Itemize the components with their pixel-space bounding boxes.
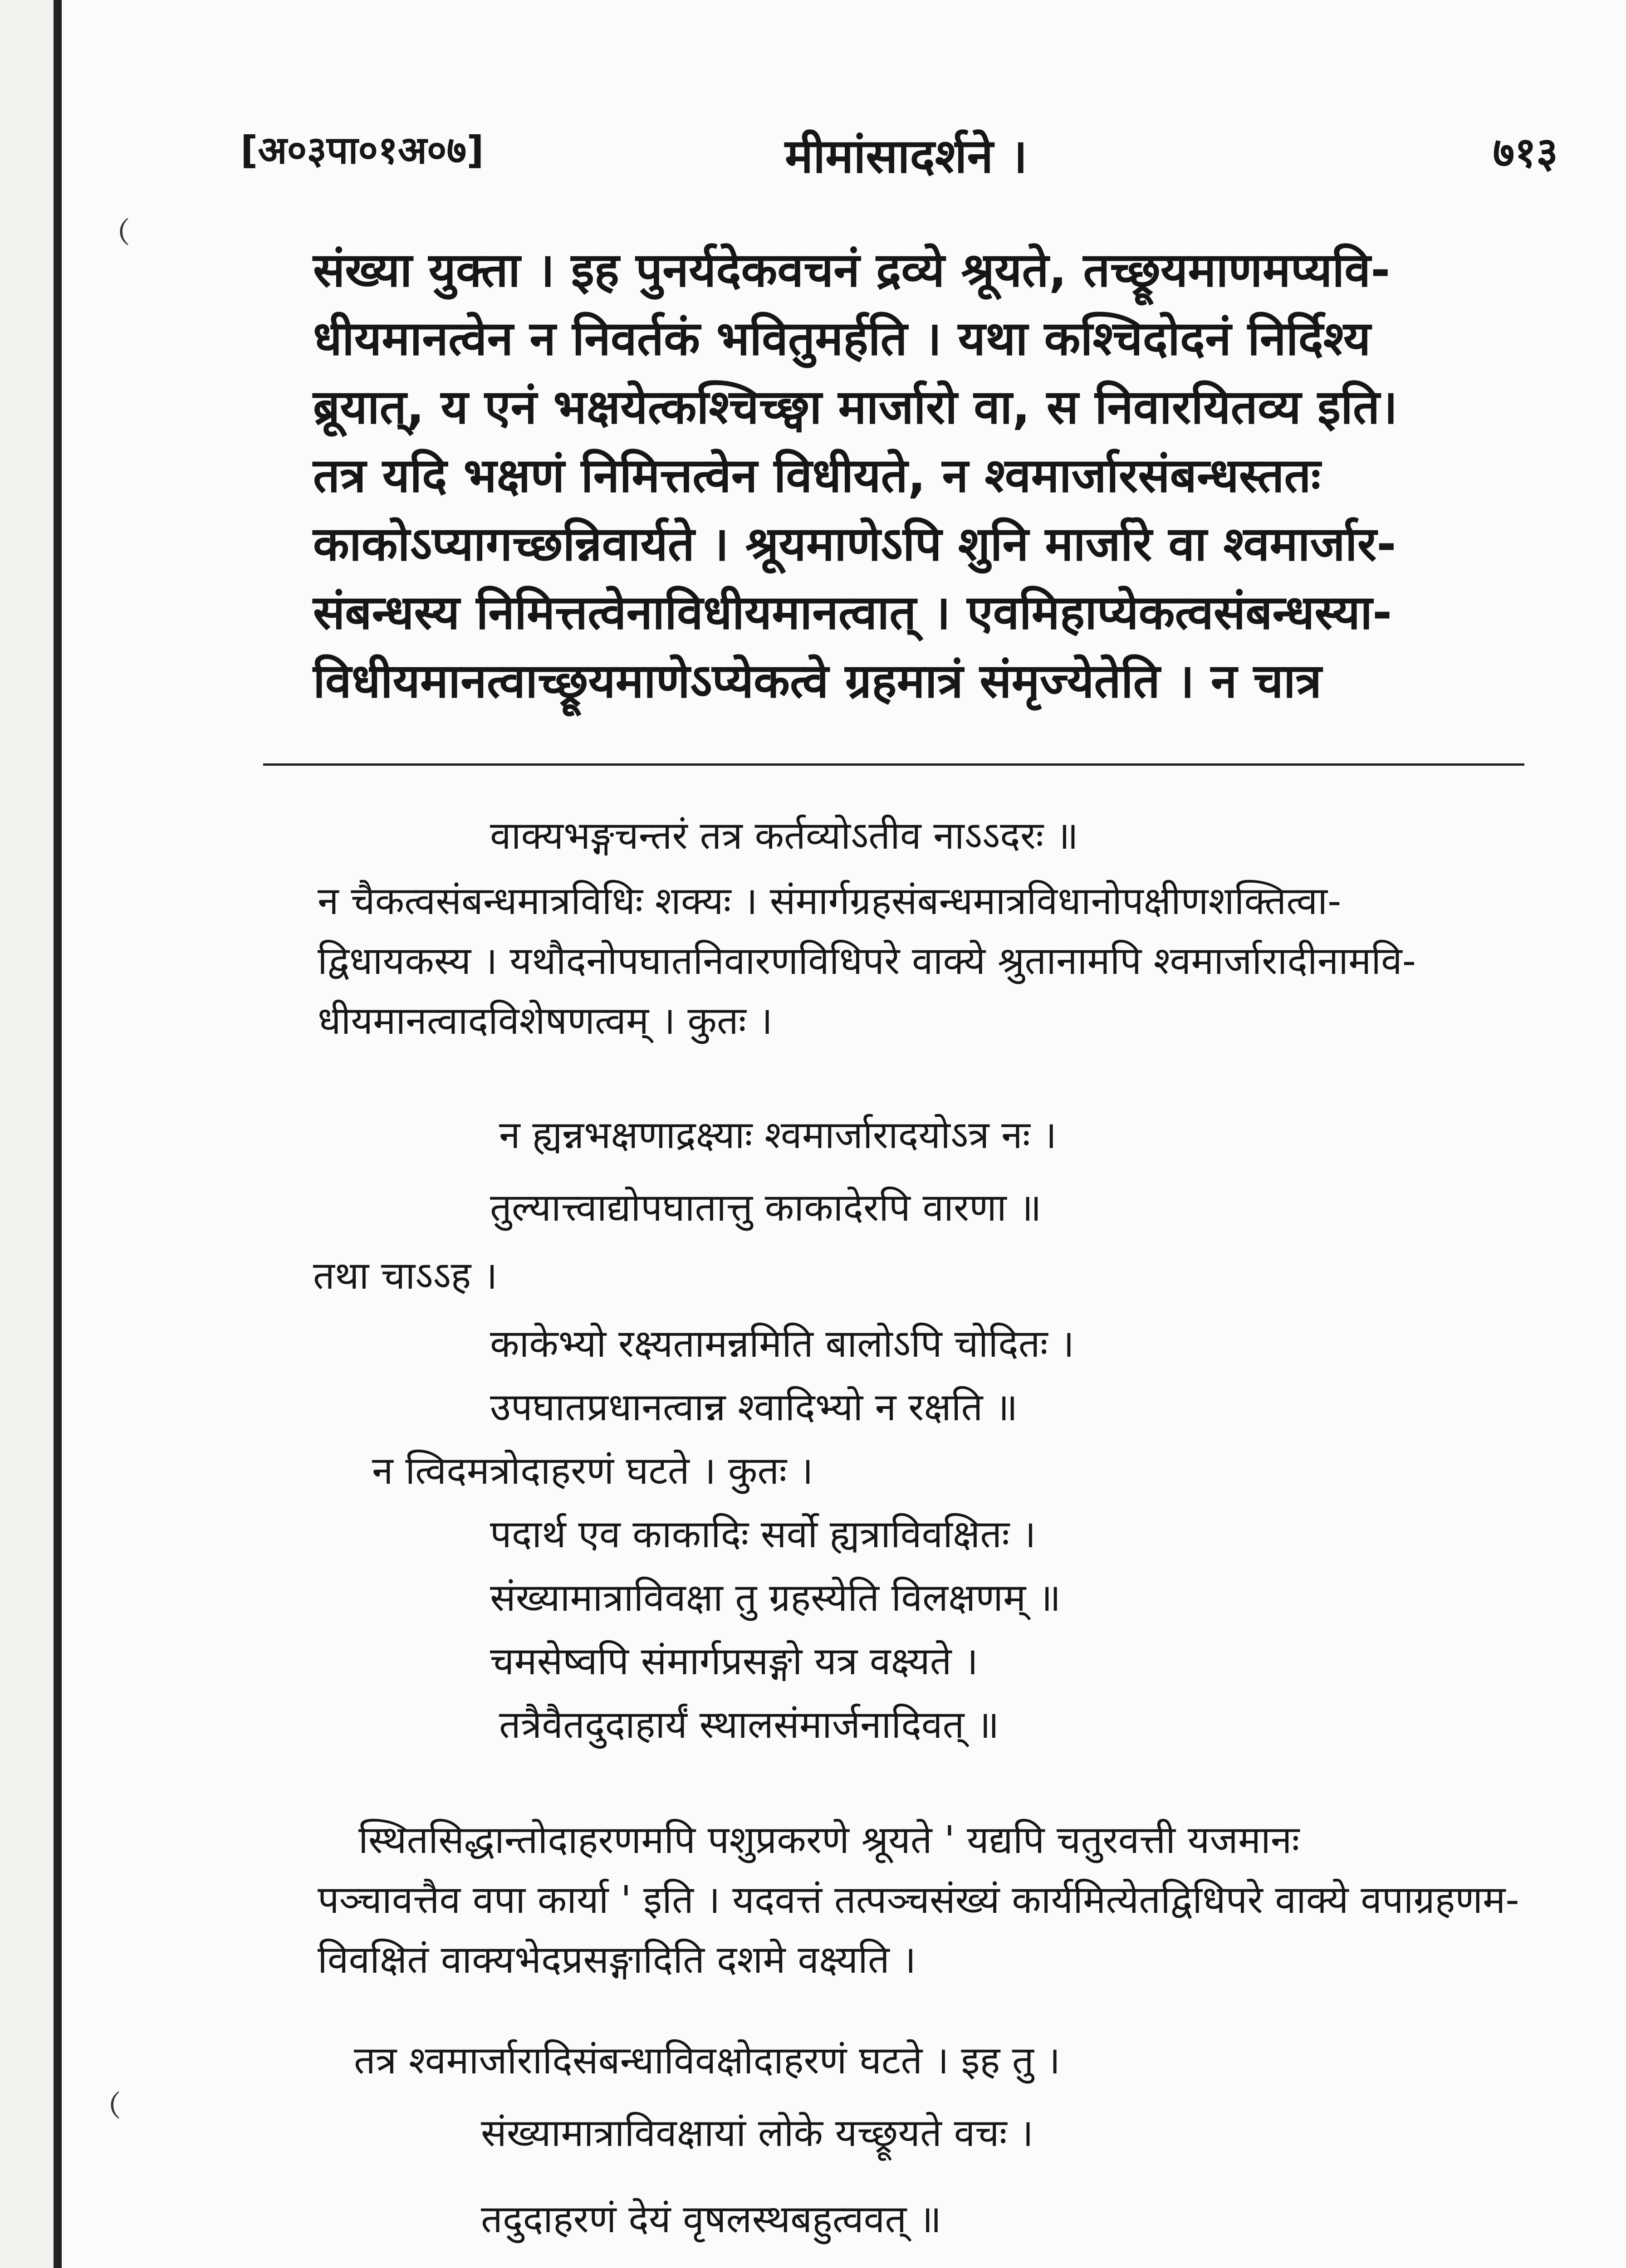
commentary-line: धीयमानत्वादविशेषणत्वम् । कुतः । bbox=[318, 998, 773, 1043]
verse-line: न ह्यन्नभक्षणाद्रक्ष्याः श्वमार्जारादयोऽत्र नः । bbox=[499, 1113, 1057, 1157]
verse-line: तदुदाहरणं देयं वृषलस्थबहुत्ववत् ॥ bbox=[481, 2197, 942, 2241]
main-text-line: धीयमानत्वेन न निवर्तकं भवितुमर्हति । यथा कश्चिदोदनं निर्दिश्य bbox=[313, 311, 1371, 366]
page-number: ७१३ bbox=[1493, 128, 1558, 177]
commentary-line: तत्र श्वमार्जारादिसंबन्धाविवक्षोदाहरणं घटते । इह तु । bbox=[354, 2038, 1061, 2082]
commentary-line: तथा चाऽऽह । bbox=[313, 1253, 498, 1298]
main-text-line: संबन्धस्य निमित्तत्वेनाविधीयमानत्वात् । एवमिहाप्येकत्वसंबन्धस्या- bbox=[313, 585, 1392, 640]
main-text-line: तत्र यदि भक्षणं निमित्तत्वेन विधीयते, न श्वमार्जारसंबन्धस्ततः bbox=[313, 448, 1321, 503]
verse-line: चमसेष्वपि संमार्गप्रसङ्गो यत्र वक्ष्यते । bbox=[490, 1639, 979, 1683]
commentary-paragraph bbox=[318, 871, 1538, 1051]
main-text-line: काकोऽप्यागच्छन्निवार्यते । श्रूयमाणेऽपि शुनि मार्जारे वा श्वमार्जार- bbox=[313, 516, 1396, 572]
running-header bbox=[240, 122, 1558, 184]
commentary-line: न त्विदमत्रोदाहरणं घटते । कुतः । bbox=[372, 1448, 813, 1493]
commentary-verse-line: वाक्यभङ्गचन्तरं तत्र कर्तव्योऽतीव नाऽऽदरः ॥ bbox=[490, 813, 1079, 858]
commentary-line: विवक्षितं वाक्यभेदप्रसङ्गादिति दशमे वक्ष्यति । bbox=[318, 1937, 916, 1982]
binding-edge-line bbox=[54, 0, 62, 2268]
verse-line: काकेभ्यो रक्ष्यतामन्नमिति बालोऽपि चोदितः । bbox=[490, 1321, 1075, 1366]
verse-line: पदार्थ एव काकादिः सर्वो ह्यत्राविवक्षितः । bbox=[490, 1512, 1036, 1556]
header-title: मीमांसादर्शने । bbox=[785, 128, 1028, 184]
verse-line: संख्यामात्राविवक्षायां लोके यच्छ्रूयते वचः । bbox=[481, 2111, 1034, 2155]
verse-line: उपघातप्रधानत्वान्न श्वादिभ्यो न रक्षति ॥ bbox=[490, 1385, 1018, 1429]
margin-mark: ﹙ bbox=[95, 2078, 136, 2126]
main-text bbox=[313, 236, 1533, 715]
commentary-line: पञ्चावत्तैव वपा कार्या ' इति । यदवत्तं तत्पञ्चसंख्यं कार्यमित्येतद्विधिपरे वाक्ये वपाग्रहणम- bbox=[318, 1877, 1519, 1922]
commentary-paragraph bbox=[318, 1810, 1538, 1989]
verse-line: संख्यामात्राविवक्षा तु ग्रहस्येति विलक्षणम् ॥ bbox=[490, 1575, 1061, 1620]
main-text-line: विधीयमानत्वाच्छ्रूयमाणेऽप्येकत्वे ग्रहमात्रं संमृज्येतेति । न चात्र bbox=[313, 653, 1322, 709]
section-divider bbox=[263, 763, 1524, 766]
verse-line: तत्रैवैतदुदाहार्यं स्थालसंमार्जनादिवत् ॥ bbox=[499, 1702, 999, 1747]
main-text-line: ब्रूयात्, य एनं भक्षयेत्कश्चिच्छ्वा मार्जारो वा, स निवारयितव्य इति। bbox=[313, 379, 1398, 435]
margin-mark: ﹙ bbox=[104, 205, 145, 252]
commentary-line: स्थितसिद्धान्तोदाहरणमपि पशुप्रकरणे श्रूयते ' यद्यपि चतुरवत्ती यजमानः bbox=[358, 1818, 1300, 1862]
commentary-line: न चैकत्वसंबन्धमात्रविधिः शक्यः । संमार्गग्रहसंबन्धमात्रविधानोपक्षीणशक्तित्वा- bbox=[318, 879, 1342, 923]
verse-line: तुल्यात्त्वाद्योपघातात्तु काकादेरपि वारणा ॥ bbox=[490, 1185, 1042, 1230]
main-text-line: संख्या युक्ता । इह पुनर्यदेकवचनं द्रव्ये श्रूयते, तच्छ्रूयमाणमप्यवि- bbox=[313, 242, 1391, 298]
page-edge-shadow bbox=[0, 0, 54, 2268]
header-section-reference: [अ०३पा०१अ०७] bbox=[240, 128, 484, 172]
commentary-line: द्विधायकस्य । यथौदनोपघातनिवारणविधिपरे वाक्ये श्रुतानामपि श्वमार्जारादीनामवि- bbox=[318, 938, 1416, 983]
